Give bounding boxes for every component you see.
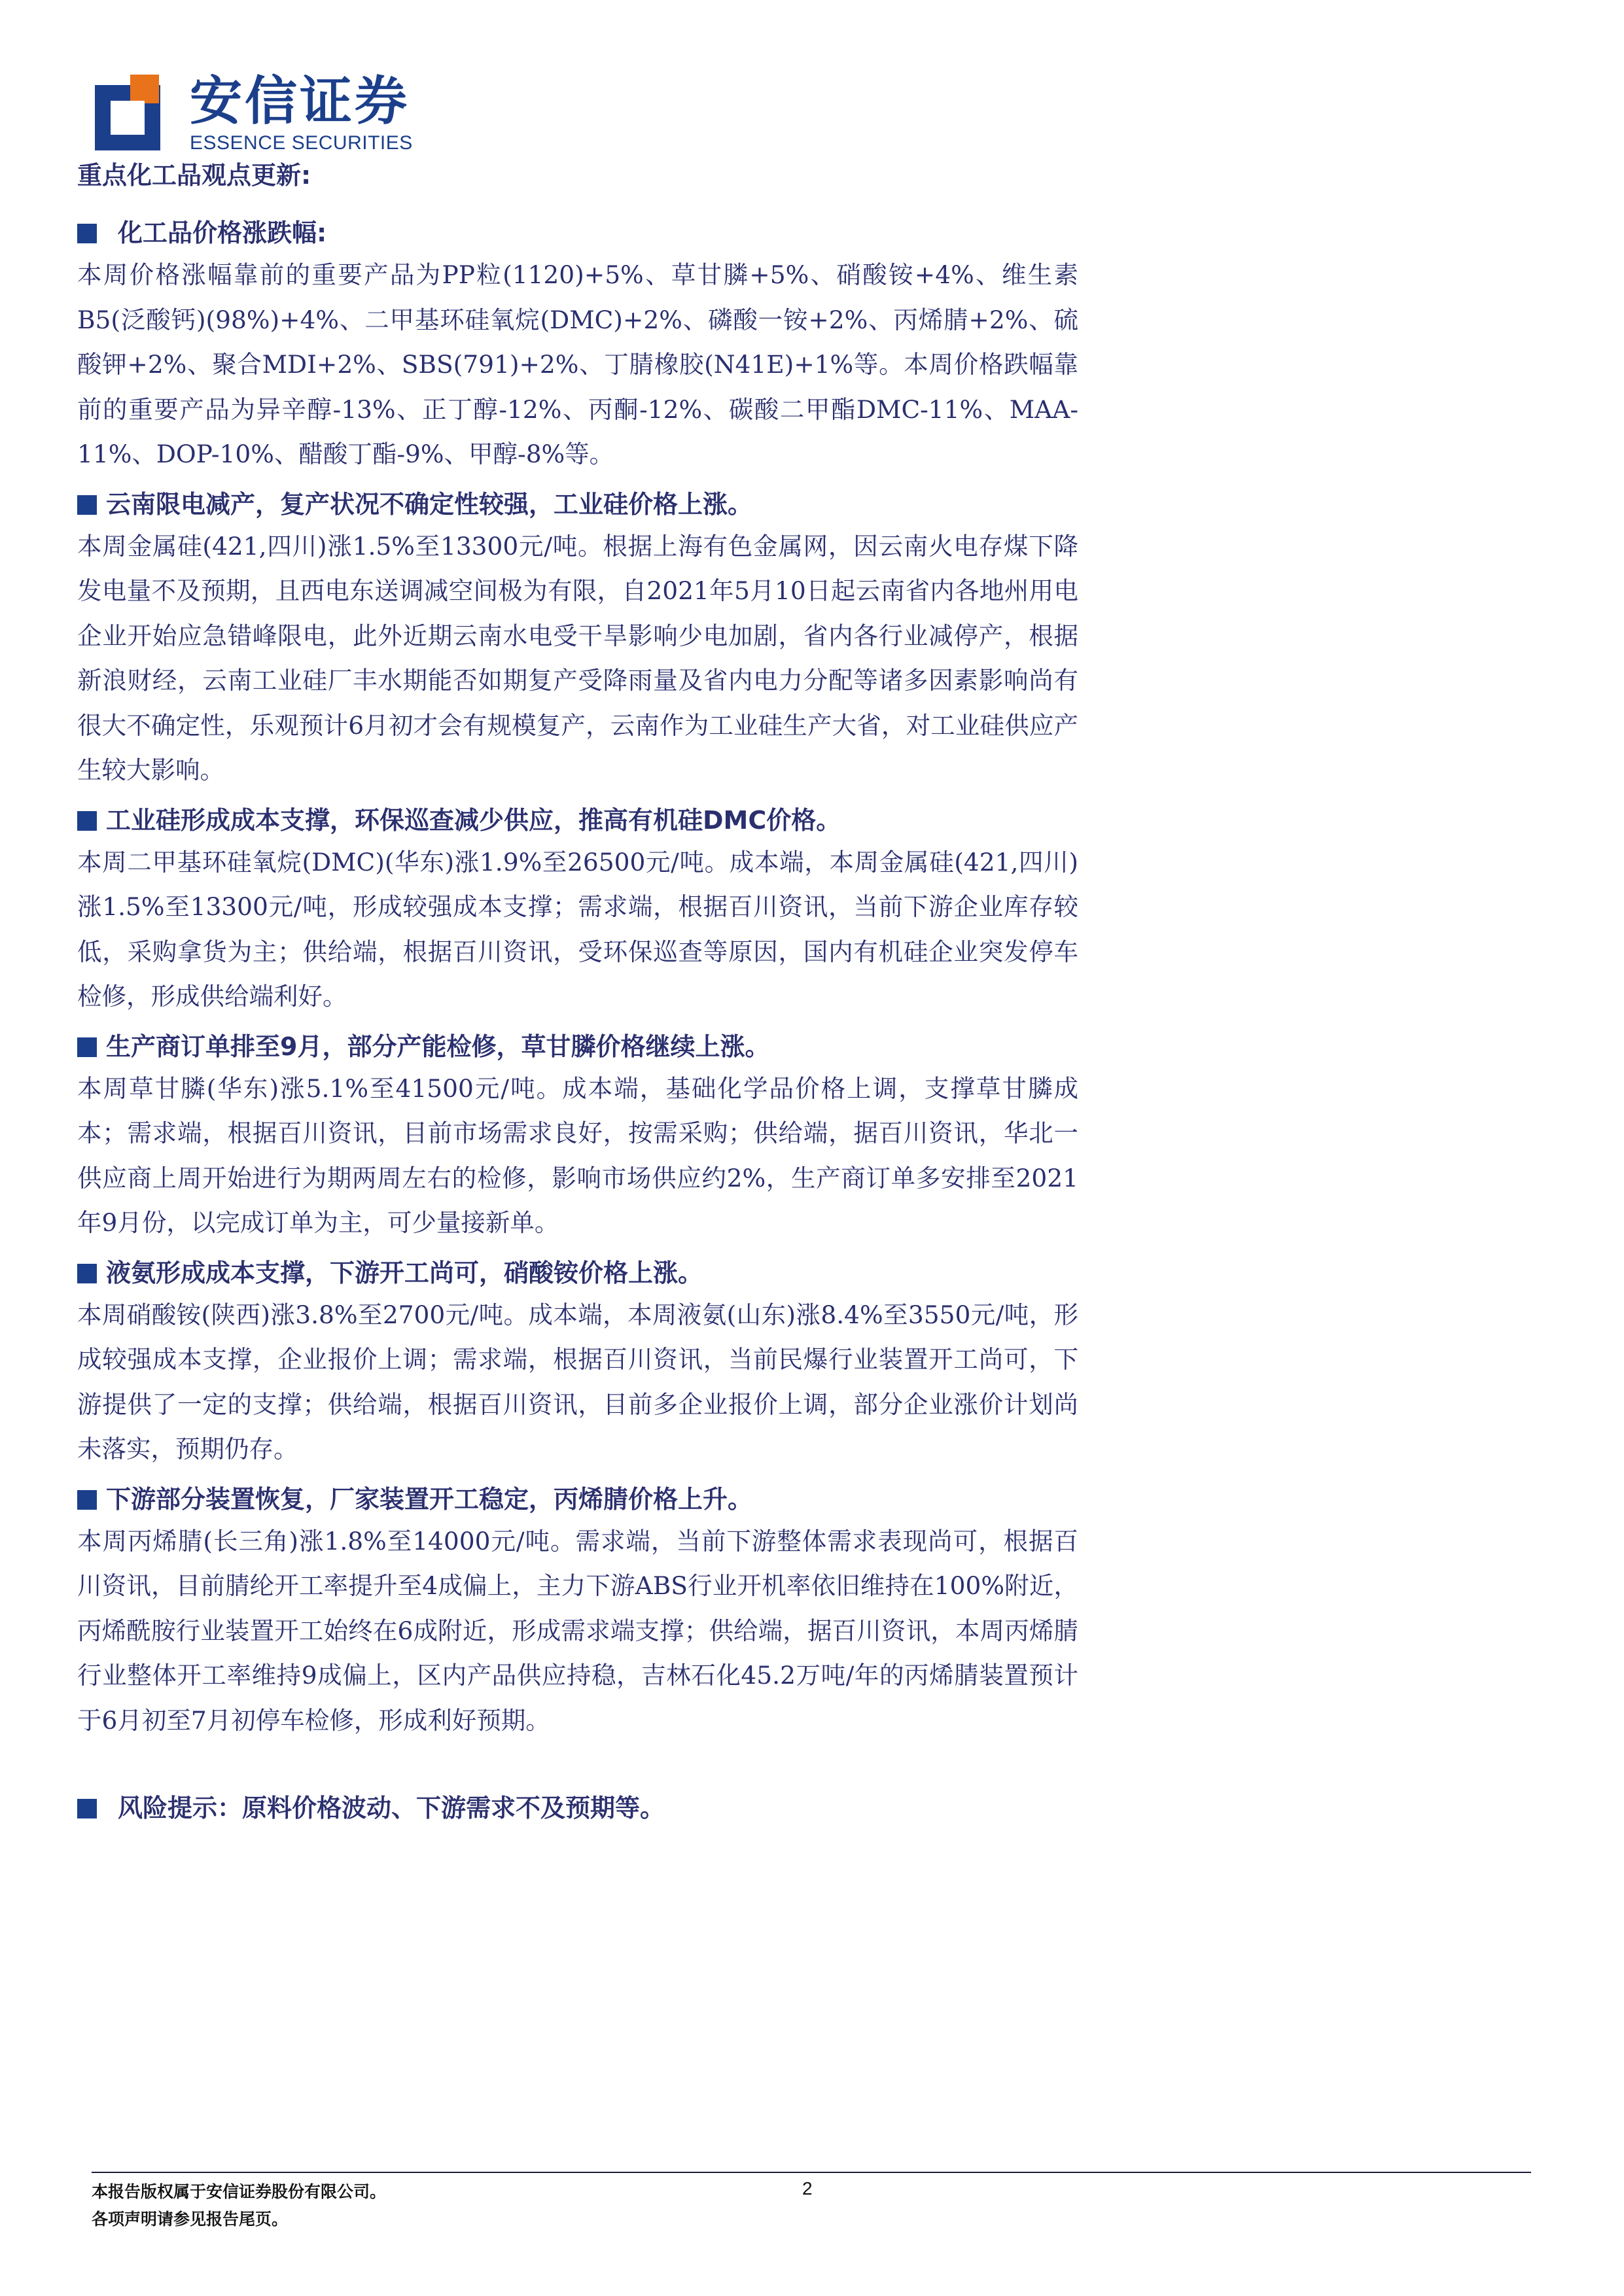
- section-heading: [77, 213, 1078, 252]
- section-heading: [77, 1253, 1078, 1293]
- footer-disclaimer: 各项声明请参见报告尾页。: [92, 2210, 289, 2229]
- section-ammonium-nitrate: [77, 1253, 1078, 1472]
- section-paragraph: 本周硝酸铵(陕西)涨3.8%至2700元/吨。成本端，本周液氨(山东)涨8.4%至3550元/吨，形成较强成本支撑，企业报价上调；需求端，根据百川资讯，当前民爆行业装置开工尚可，下游提供了一定的支撑；供给端，根据百川资讯，目前多企业报价上调，部分企业涨价计划尚未落实，预期仍存。: [77, 1300, 1078, 1463]
- section-paragraph: 本周丙烯腈(长三角)涨1.8%至14000元/吨。需求端，当前下游整体需求表现尚可，根据百川资讯，目前腈纶开工率提升至4成偏上，主力下游ABS行业开机率依旧维持在100%附近，丙烯酰胺行业装置开工始终在6成附近，形成需求端支撑；供给端，据百川资讯，本周丙烯腈行业整体开工率维持9成偏上，区内产品供应持稳，吉林石化45.2万吨/年的丙烯腈装置预计于6月初至7月初停车检修，形成利好预期。: [77, 1526, 1078, 1735]
- section-heading: [77, 801, 1078, 840]
- brand-name-en: ESSENCE SECURITIES: [190, 132, 413, 154]
- brand-name-cn: 安信证券: [190, 71, 410, 131]
- section-acrylonitrile: [77, 1480, 1078, 1743]
- risk-note: [77, 1788, 1078, 1828]
- company-logo: [88, 72, 429, 157]
- section-heading-text: 生产商订单排至9月，部分产能检修，草甘膦价格继续上涨。: [106, 1032, 770, 1061]
- section-heading-text: 云南限电减产，复产状况不确定性较强，工业硅价格上涨。: [106, 489, 753, 519]
- section-paragraph: 本周金属硅(421,四川)涨1.5%至13300元/吨。根据上海有色金属网，因云南火电存煤下降发电量不及预期，且西电东送调减空间极为有限，自2021年5月10日起云南省内各地州用电企业开始应急错峰限电，此外近期云南水电受干旱影响少电加剧，省内各行业减停产，根据新浪财经，云南工业硅厂丰水期能否如期复产受降雨量及省内电力分配等诸多因素影响尚有很大不确定性，乐观预计6月初才会有规模复产，云南作为工业硅生产大省，对工业硅供应产生较大影响。: [77, 531, 1078, 784]
- section-industrial-silicon: [77, 485, 1078, 793]
- footer-divider: [92, 2172, 1531, 2173]
- footer-notes: [92, 2178, 386, 2233]
- section-heading-text: 下游部分装置恢复，厂家装置开工稳定，丙烯腈价格上升。: [106, 1484, 753, 1514]
- square-bullet-icon: [77, 811, 97, 831]
- section-glyphosate: [77, 1027, 1078, 1245]
- section-price-changes: [77, 213, 1078, 477]
- square-bullet-icon: [77, 1264, 97, 1283]
- section-heading-text: 液氨形成成本支撑，下游开工尚可，硝酸铵价格上涨。: [106, 1258, 703, 1287]
- section-heading: [77, 1027, 1078, 1066]
- section-heading: [77, 1480, 1078, 1519]
- section-dmc: [77, 801, 1078, 1019]
- section-heading-text: 工业硅形成成本支撑，环保巡查减少供应，推高有机硅DMC价格。: [106, 805, 841, 835]
- square-bullet-icon: [77, 495, 97, 515]
- page-title: 重点化工品观点更新:: [77, 161, 311, 190]
- square-bullet-icon: [77, 1037, 97, 1057]
- section-paragraph: 本周价格涨幅靠前的重要产品为PP粒(1120)+5%、草甘膦+5%、硝酸铵+4%、维生素B5(泛酸钙)(98%)+4%、二甲基环硅氧烷(DMC)+2%、磷酸一铵+2%、丙烯腈+2%、硫酸钾+2%、聚合MDI+2%、SBS(791)+2%、丁腈橡胶(N41E)+1%等。本周价格跌幅靠前的重要产品为异辛醇-13%、正丁醇-12%、丙酮-12%、碳酸二甲酯DMC-11%、MAA-11%、DOP-10%、醋酸丁酯-9%、甲醇-8%等。: [77, 260, 1078, 468]
- footer-copyright: 本报告版权属于安信证券股份有限公司。: [92, 2182, 387, 2201]
- section-paragraph: 本周二甲基环硅氧烷(DMC)(华东)涨1.9%至26500元/吨。成本端，本周金属硅(421,四川)涨1.5%至13300元/吨，形成较强成本支撑；需求端，根据百川资讯，当前下游企业库存较低，采购拿货为主；供给端，根据百川资讯，受环保巡查等原因，国内有机硅企业突发停车检修，形成供给端利好。: [77, 847, 1078, 1011]
- square-bullet-icon: [77, 224, 97, 243]
- report-body: [77, 156, 1078, 1828]
- section-heading-text: 化工品价格涨跌幅:: [118, 218, 327, 247]
- page-number: 2: [802, 2178, 813, 2199]
- square-bullet-icon: [77, 1799, 97, 1818]
- section-paragraph: 本周草甘膦(华东)涨5.1%至41500元/吨。成本端，基础化学品价格上调，支撑草甘膦成本；需求端，根据百川资讯，目前市场需求良好，按需采购；供给端，据百川资讯，华北一供应商上周开始进行为期两周左右的检修，影响市场供应约2%，生产商订单多安排至2021年9月份，以完成订单为主，可少量接新单。: [77, 1073, 1078, 1237]
- square-bullet-icon: [77, 1490, 97, 1510]
- section-heading: [77, 485, 1078, 524]
- essence-securities-logo-icon: [88, 72, 170, 154]
- risk-note-text: 风险提示：原料价格波动、下游需求不及预期等。: [118, 1794, 665, 1822]
